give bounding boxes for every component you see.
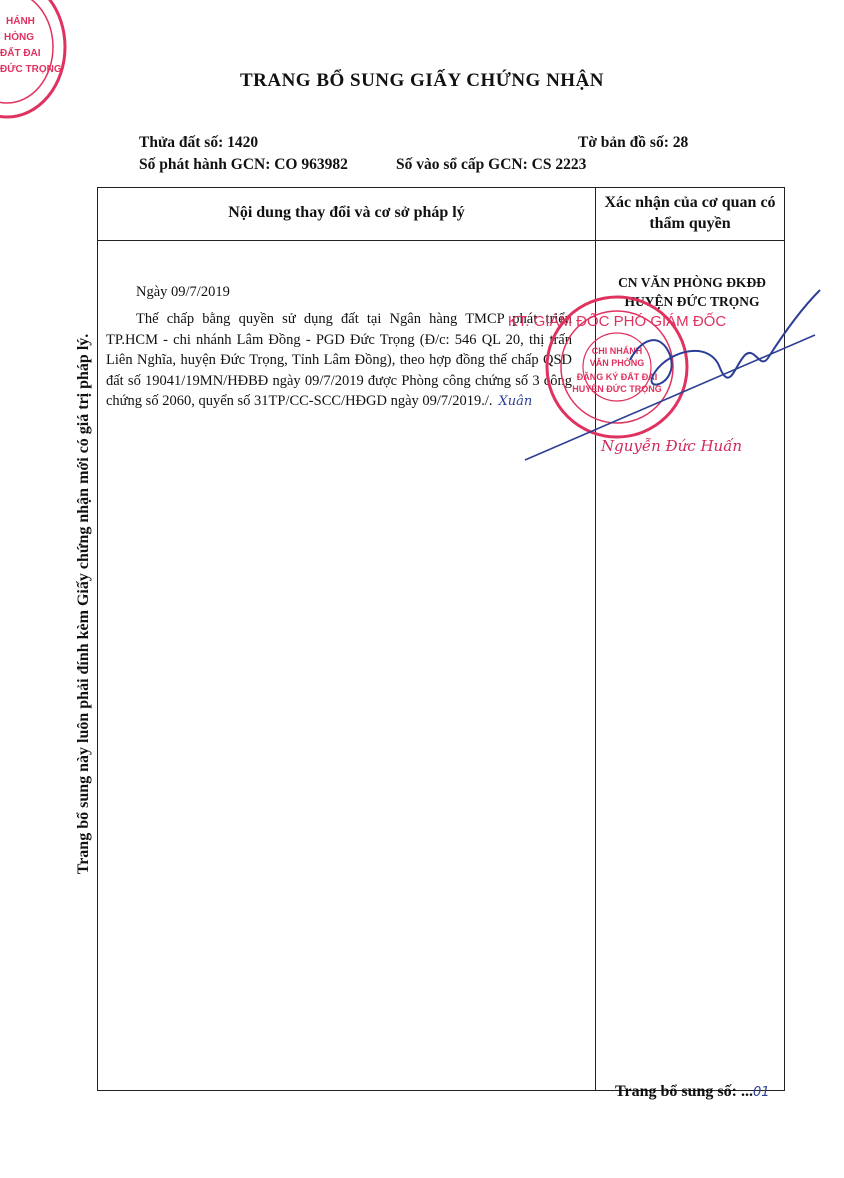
svg-text:CHI NHÁNH: CHI NHÁNH xyxy=(591,346,643,356)
entry-text: Thế chấp bằng quyền sử dụng đất tại Ngân hàng TMCP phát triển TP.HCM - chi nhánh Lâm Đồng - PGD Đức Trọng (Đ/c: 546 QL 20, thị trấn Liên Nghĩa, huyện Đức Trọng, Tỉnh Lâm Đồng), theo hợp đồng thế chấp QSD đất số 19041/19MN/HĐBĐ ngày 09/7/2019 được Phòng công chứng số 3 công chứng số 2060, quyển số 31TP/CC-SCC/HĐGD ngày 09/7/2019./. xyxy=(106,311,572,409)
supplement-page-value: 01 xyxy=(752,1085,770,1100)
corner-seal-stamp xyxy=(0,0,70,122)
entry-text-block xyxy=(106,309,572,413)
margin-legal-note: Trang bổ sung này luôn phải đính kèm Giấy chứng nhận mới có giá trị pháp lý. xyxy=(75,333,92,875)
svg-text:HÁNH: HÁNH xyxy=(6,16,35,27)
officer-initial: Xuân xyxy=(498,394,533,409)
column-header-content: Nội dung thay đổi và cơ sở pháp lý xyxy=(228,204,465,221)
map-sheet-number: Tờ bản đồ số: 28 xyxy=(578,134,689,151)
header-divider xyxy=(98,240,784,241)
column-header-confirmation: Xác nhận của cơ quan có thẩm quyền xyxy=(604,194,776,232)
svg-text:ĐỨC TRỌNG: ĐỨC TRỌNG xyxy=(0,64,62,75)
office-name-line1: CN VĂN PHÒNG ĐKĐĐ xyxy=(618,275,766,290)
svg-text:HUYỆN ĐỨC TRỌNG: HUYỆN ĐỨC TRỌNG xyxy=(572,384,662,394)
document-title: TRANG BỔ SUNG GIẤY CHỨNG NHẬN xyxy=(239,70,605,91)
supplement-page-number xyxy=(615,1083,770,1101)
gcn-issue-number: Số phát hành GCN: CO 963982 xyxy=(139,156,348,173)
signer-name: Nguyễn Đức Huấn xyxy=(601,437,743,455)
gcn-register-number: Số vào sổ cấp GCN: CS 2223 xyxy=(396,156,587,173)
office-name-line2: HUYỆN ĐỨC TRỌNG xyxy=(624,294,760,309)
svg-text:ĐẤT ĐAI: ĐẤT ĐAI xyxy=(0,48,41,59)
svg-text:ĐĂNG KÝ ĐẤT ĐAI: ĐĂNG KÝ ĐẤT ĐAI xyxy=(576,372,658,382)
svg-text:HÒNG: HÒNG xyxy=(4,32,34,43)
entry-date: Ngày 09/7/2019 xyxy=(136,284,230,300)
parcel-number: Thửa đất số: 1420 xyxy=(139,134,259,151)
stamp-title: KT. GIÁM ĐỐC PHÓ GIÁM ĐỐC xyxy=(507,313,727,330)
supplement-page-label: Trang bổ sung số: ... xyxy=(615,1083,753,1100)
svg-text:VĂN PHÒNG: VĂN PHÒNG xyxy=(589,358,645,368)
